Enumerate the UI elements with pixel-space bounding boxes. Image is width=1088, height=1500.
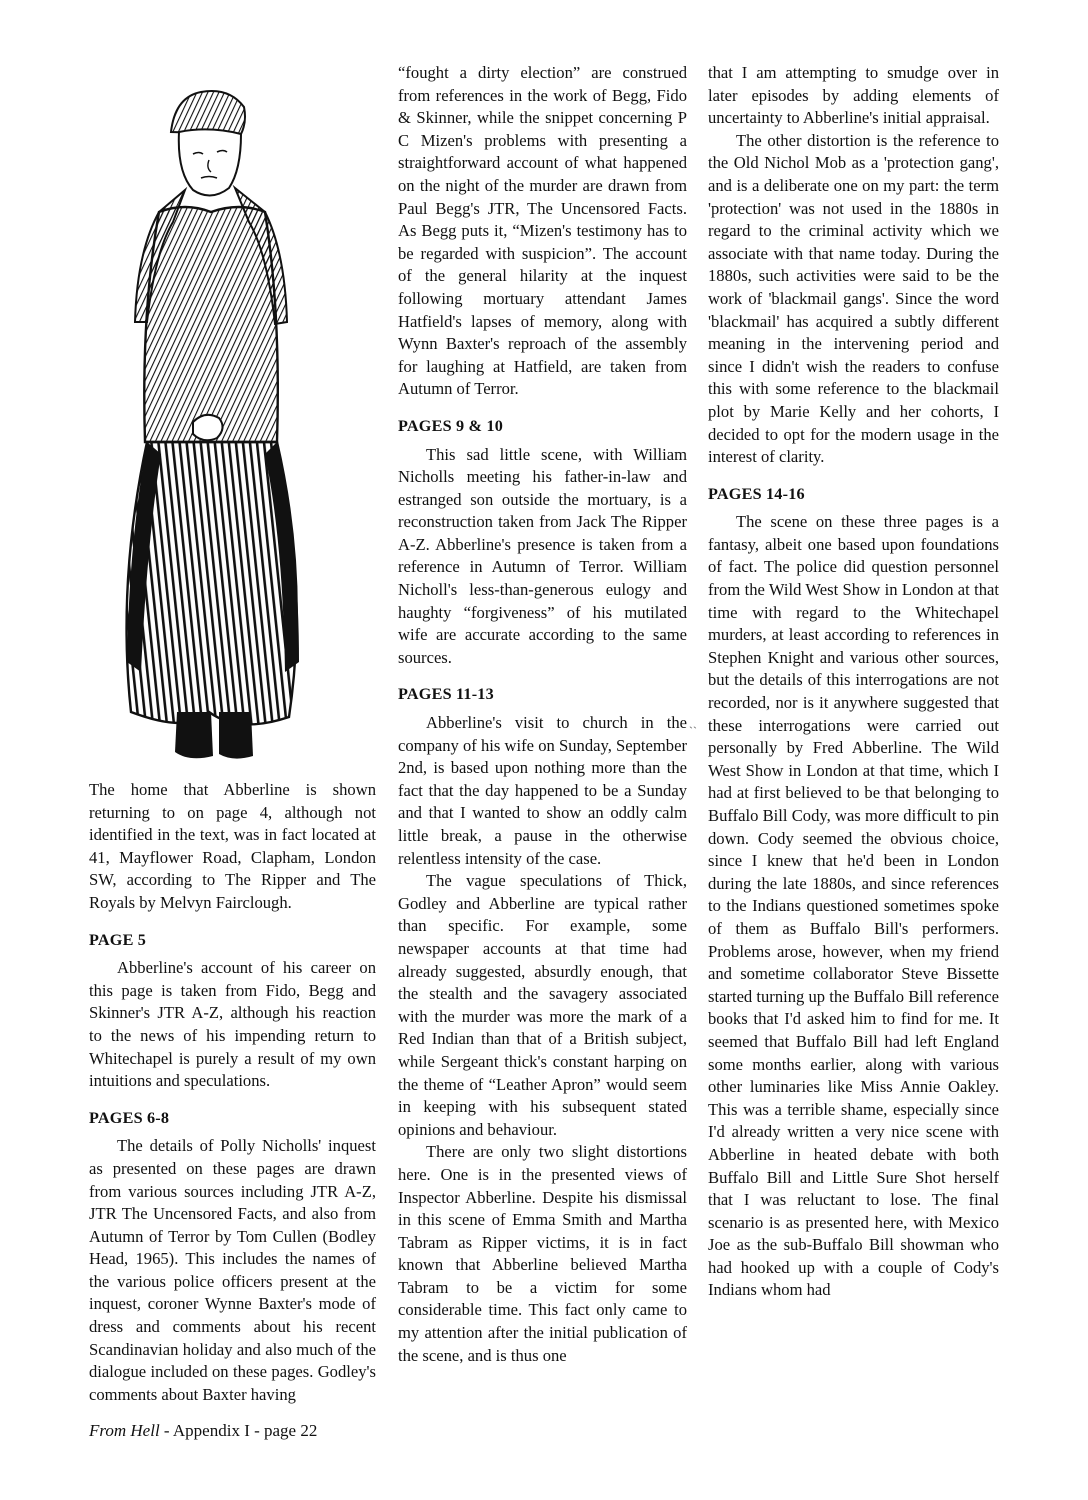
paragraph-page-5: Abberline's account of his career on this page is taken from Fido, Begg and Skinner's JTR A-Z, although his reaction to the news of his impending return to Whitechapel is purely a result of my own intuitions and speculations.	[89, 958, 376, 1091]
column-3	[708, 62, 999, 1302]
heading-pages-14-16: PAGES 14-16	[708, 484, 805, 503]
footer-page-info: - Appendix I - page 22	[159, 1421, 318, 1440]
column-2	[398, 62, 687, 1367]
heading-pages-9-10: PAGES 9 & 10	[398, 416, 504, 435]
column-1	[89, 62, 376, 1406]
paragraph-pages-11-13-c: There are only two slight distortions here. One is in the presented views of Inspector Abberline. Despite his dismissal in this scene of Emma Smith and Martha Tabram as Ripper victims, it is in fact known that Abberline believed Martha Tabram to be a victim for some considerable time. This fact only came to my attention after the initial publication of the scene, and is thus one	[398, 1142, 687, 1365]
paragraph-pages-6-8: The details of Polly Nicholls' inquest as presented on these pages are drawn from various sources including JTR A-Z, JTR The Uncensored Facts, and also from Autumn of Terror by Tom Cullen (Bodley Head, 1965). This includes the names of the various police officers present at the inquest, coroner Wynne Baxter's mode of dress and comments about his recent Scandinavian holiday and also much of the dialogue included on these pages. Godley's comments about Baxter having	[89, 1136, 376, 1404]
paragraph-pages-14-16: The scene on these three pages is a fantasy, albeit one based upon foundations of fact. The police did question personnel from the Wild West Show in London at that time with regard to the Whitechapel murders, at least according to references in Stephen Knight and various other sources, but the details of this interrogations are not recorded, nor is it anywhere suggested that these interrogations were carried out personally by Fred Abberline. The Wild West Show in London at that time, which I had at first believed to be that belonging to Buffalo Bill Cody, was more difficult to pin down. Cody seemed the obvious choice, since I knew that he'd been in London during the late 1880s, and since references to the Indians questioned sometimes spoke of them as Buffalo Bill's performers. Problems arose, however, when my friend and sometime collaborator Steve Bissette started turning up the Buffalo Bill reference books that I'd asked him to find for me. It seemed that Buffalo Bill had left England some months earlier, along with various other luminaries like Miss Annie Oakley. This was a terrible shame, especially since I'd already written a very nice scene with Abberline in heated debate with both Buffalo Bill and Little Sure Shot herself that I was reluctant to lose. The final scenario is as presented here, with Mexico Joe as the sub-Buffalo Bill showman who had hooked up with a couple of Cody's Indians whom had	[708, 512, 999, 1300]
heading-pages-6-8: PAGES 6-8	[89, 1108, 170, 1127]
paragraph-pages-11-13-b: The vague speculations of Thick, Godley and Abberline are typical rather than specific. For example, some newspaper accounts at that time had already suggested, absurdly enough, that the stealth and the savagery associated with the murder was more the mark of a Red Indian than that of a British subject, while Sergeant thick's constant harping on the theme of “Leather Apron” would seem in keeping with his subsequent stated opinions and behaviour.	[398, 871, 687, 1139]
abberline-sketch-svg	[89, 62, 376, 767]
paragraph-distortion: The other distortion is the reference to the Old Nichol Mob as a 'protection gang', and is a deliberate one on my part: the term 'protection' was not used in the 1880s in regard to the criminal activity which we associate with that name today. During the 1880s, such activities were said to be the work of 'blackmail gangs'. Since the word 'blackmail' has acquired a subtly different meaning in the intervening period and since I didn't wish the readers to confuse this with some reference to the blackmail plot by Marie Kelly and her cohorts, I decided to opt for the modern usage in the interest of clarity.	[708, 130, 999, 467]
abberline-illustration	[89, 62, 376, 767]
heading-pages-11-13: PAGES 11-13	[398, 685, 494, 704]
paragraph-continued: “fought a dirty election” are construed from references in the work of Begg, Fido & Skinner, while the snippet concerning P C Mizen's problems with presenting a straightforward account of what happened on the night of the murder are drawn from Paul Begg's JTR, The Uncensored Facts. As Begg puts it, “Mizen's testimony has to be regarded with suspicion”. The account of the general hilarity at the inquest following mortuary attendant James Hatfield's lapses of memory, along with Wynn Baxter's reproach of the assembly for laughing at Hatfield, are taken from Autumn of Terror.	[398, 63, 687, 399]
page-footer	[89, 1421, 317, 1441]
paragraph-pages-9-10: This sad little scene, with William Nicholls meeting his father-in-law and estranged son outside the mortuary, is a reconstruction taken from Jack The Ripper A-Z. Abberline's presence is taken from a reference in Autumn of Terror. William Nicholl's less-than-generous eulogy and haughty “forgiveness” of his mutilated wife are accurate according to the same sources.	[398, 444, 687, 667]
paragraph-pages-11-13-a: Abberline's visit to church in the company of his wife on Sunday, September 2nd, is based upon nothing more than the fact that the day happened to be a Sunday and that I wanted to show an oddly calm little break, a pause in the otherwise relentless intensity of the case.	[398, 713, 687, 868]
heading-page-5: PAGE 5	[89, 930, 147, 949]
intro-paragraph: The home that Abberline is shown returning to on page 4, although not identified in the text, was in fact located at 41, Mayflower Road, Clapham, London SW, according to The Ripper and The Royals by Melvyn Fairclough.	[89, 780, 376, 912]
footer-title: From Hell	[89, 1421, 160, 1440]
marginal-mark: ``	[689, 724, 697, 738]
paragraph-continued-col3: that I am attempting to smudge over in later episodes by adding elements of uncertainty to Abberline's initial appraisal.	[708, 63, 999, 128]
